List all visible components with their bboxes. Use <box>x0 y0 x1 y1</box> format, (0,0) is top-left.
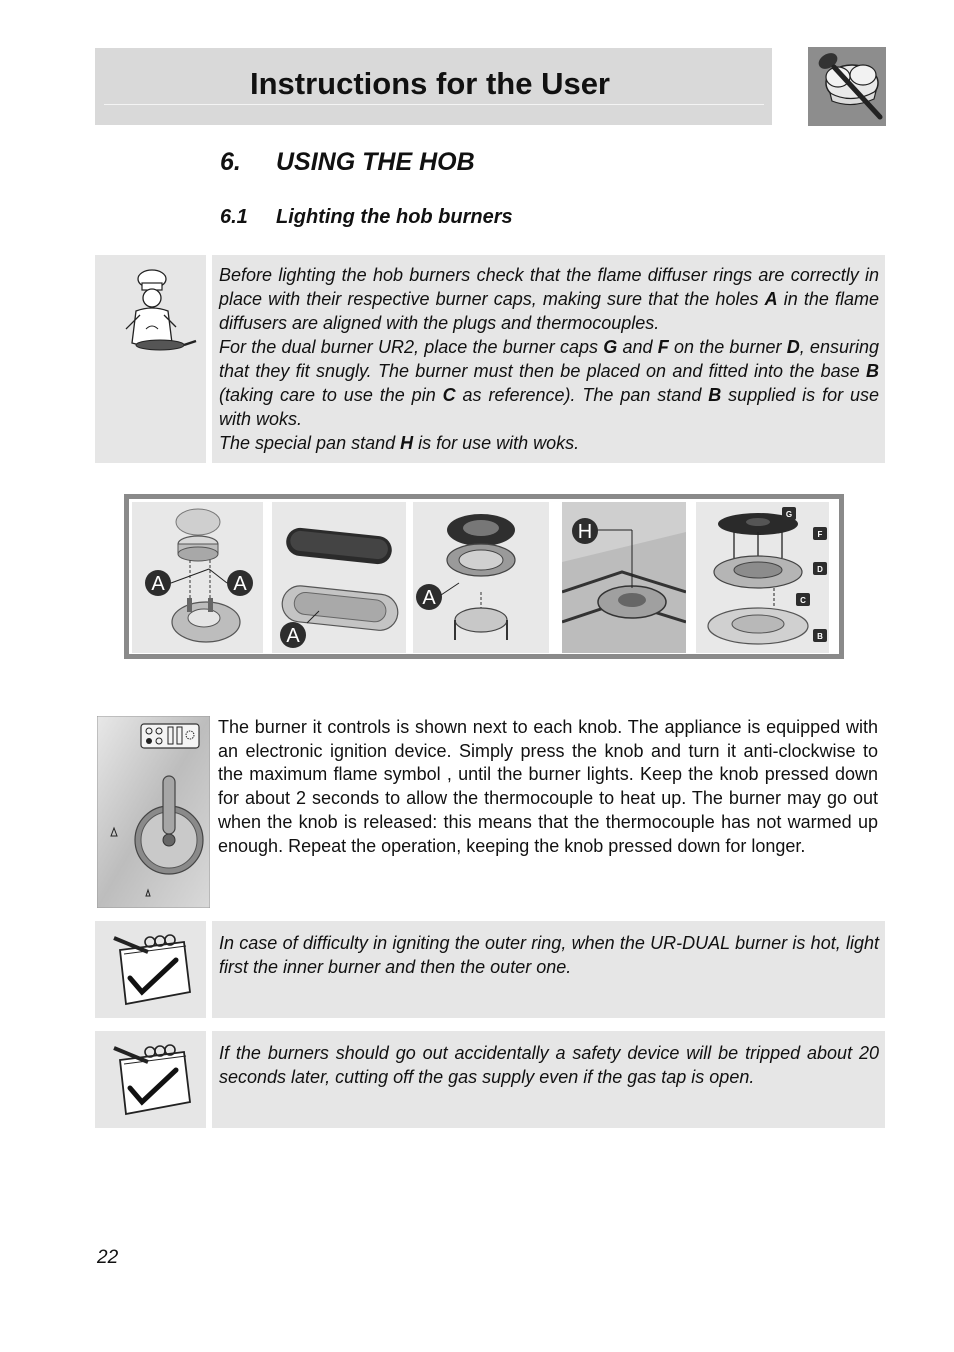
chef-hat-spoon-icon <box>808 47 886 126</box>
chef-note-text-segment: as reference). The pan stand <box>455 385 709 405</box>
part-reference-letter: G <box>603 337 618 357</box>
svg-text:A: A <box>151 573 165 595</box>
part-reference-letter: F <box>657 337 669 357</box>
figure-label-c <box>796 593 810 606</box>
hob-knob-icon <box>97 716 210 908</box>
chef-note-text-segment: is for use with woks. <box>413 433 580 453</box>
figure-labels-overlay <box>129 499 839 654</box>
chef-note-text-segment: Before lighting the hob burners check that the flame diffuser rings are correctly in place with their respective burner caps, making sure that the holes <box>219 265 879 309</box>
notepad-check-icon <box>106 1040 198 1120</box>
chef-note-text-segment: on the burner <box>668 337 787 357</box>
chef-note-text <box>219 263 879 455</box>
svg-text:B: B <box>817 632 823 641</box>
section-title: USING THE HOB <box>276 148 475 176</box>
part-reference-letter: H <box>400 433 414 453</box>
figure-label-a-2 <box>227 570 253 596</box>
figure-label-h <box>572 518 598 544</box>
chef-note-paragraph <box>219 263 879 335</box>
chef-cooking-icon <box>106 265 198 353</box>
subsection-heading <box>220 206 513 229</box>
figure-label-a-4 <box>416 584 442 610</box>
page-title: Instructions for the User <box>250 66 610 101</box>
figure-label-f <box>813 527 827 540</box>
notepad-check-icon <box>106 930 198 1010</box>
note-1-text: In case of difficulty in igniting the outer ring, when the UR-DUAL burner is hot, light first the inner burner and then the outer one. <box>219 933 879 977</box>
figure-label-d <box>813 562 827 575</box>
svg-text:A: A <box>233 573 247 595</box>
part-reference-letter: A <box>764 289 778 309</box>
svg-text:D: D <box>817 565 823 574</box>
figure-label-a-1 <box>145 570 171 596</box>
figure-label-g <box>782 507 796 520</box>
part-reference-letter: B <box>866 361 879 381</box>
figure-label-a-3 <box>280 622 306 648</box>
subsection-title: Lighting the hob burners <box>276 206 513 228</box>
chef-note-text-segment: and <box>617 337 658 357</box>
svg-text:A: A <box>286 625 300 647</box>
chef-note-text-segment: , ensuring that they fit snugly. The burner must then be placed on and fitted into the base <box>219 337 879 381</box>
chef-note-paragraph <box>219 431 879 455</box>
page-number: 22 <box>97 1247 119 1268</box>
section-heading <box>220 148 475 177</box>
svg-text:F: F <box>817 530 823 539</box>
chef-note-paragraph <box>219 335 879 431</box>
header-divider <box>104 104 764 105</box>
figure-label-b <box>813 629 827 642</box>
svg-text:A: A <box>422 587 436 609</box>
knob-instructions-text: The burner it controls is shown next to each knob. The appliance is equipped with an electronic ignition device. Simply press the knob and turn it anti-clockwise to the maximum flame symbol , until the burner lights. Keep the knob pressed down for about 2 seconds to allow the thermocouple to heat up. The burner may go out when the knob is released: this means that the thermocouple has not warmed up enough. Repeat the operation, keeping the knob pressed down for longer. <box>218 717 878 856</box>
chef-note-text-segment: in the flame diffusers are aligned with the plugs and thermocouples. <box>219 289 879 333</box>
chef-note-text-segment: (taking care to use the pin <box>219 385 443 405</box>
note-2-text: If the burners should go out accidentally a safety device will be tripped about 20 seconds later, cutting off the gas supply even if the gas tap is open. <box>219 1043 879 1087</box>
svg-text:H: H <box>577 521 593 543</box>
part-reference-letter: C <box>442 385 456 405</box>
svg-text:G: G <box>785 510 793 519</box>
subsection-number: 6.1 <box>220 206 248 228</box>
svg-text:C: C <box>800 596 806 605</box>
chef-note-text-segment: supplied is for use with woks. <box>219 385 880 429</box>
section-number: 6. <box>220 148 241 176</box>
part-reference-letter: D <box>786 337 800 357</box>
chef-note-text-segment: The special pan stand <box>219 433 401 453</box>
part-reference-letter: B <box>708 385 722 405</box>
chef-note-text-segment: For the dual burner UR2, place the burner caps <box>219 337 604 357</box>
